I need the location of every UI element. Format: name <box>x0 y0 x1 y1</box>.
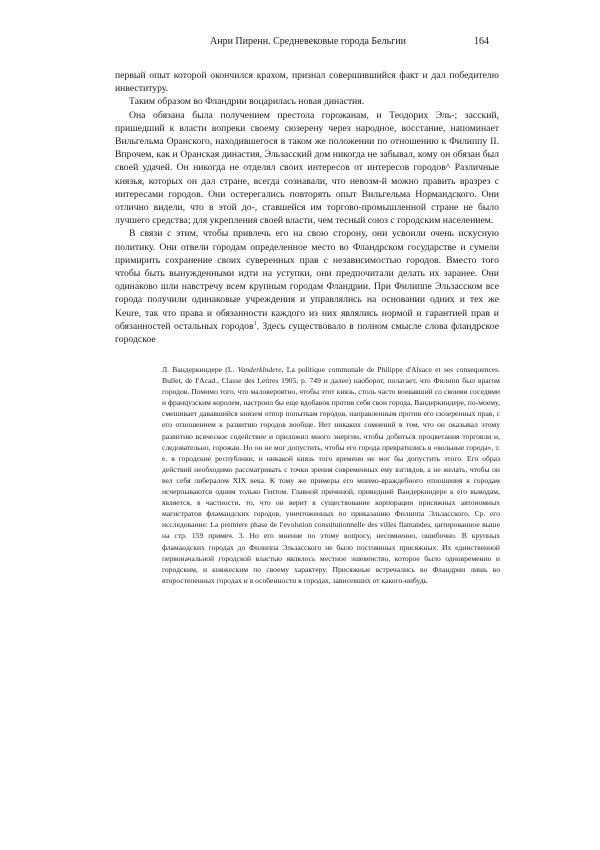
header-title: Анри Пиренн. Средневековые города Бельгии <box>210 36 406 47</box>
paragraph-2: Таким образом во Фландрии воцарилась новая династия. <box>129 96 365 108</box>
paragraph-1: первый опыт которой окончился крахом, признал совершившийся факт и дал победителю инвеституру. <box>115 70 499 95</box>
paragraph-4-tail: . Здесь существовало в полном смысле слова фландрское городское <box>115 320 500 346</box>
paragraph-4-text: В связи с этим, чтобы привлечь его на свою сторону, они усвоили очень искусную политику. Они отвели городам определенное место во Фландрском государстве и сумели примирить сохранение своих суверенных прав с независимостью городов. Вместо того чтобы быть вынужденными идти на уступки, они предпочитали делать их заранее. Они одинаково шли навстречу всем крупным городам Фландрии. При Филиппе Эльзасском все города получили одинаковые учреждения и управлялись на основании одних и тех же Keure, так что права и обязанности каждого из них являлись нормой и гарантией прав и обязанностей остальных городов <box>115 228 499 332</box>
main-text <box>115 69 499 346</box>
footnote-prefix: Л. Вандеркиндере (L. <box>162 365 238 374</box>
paragraph-3: Она обязана была получением престола горожанам, и Теодорих Эль-; засский, пришедший к власти вопреки своему сюзерену через народное, восстание, напоминает Вильгельма Оранского, находившегося в таком же положении по отношению к Филиппу II. Впрочем, как и Оранская династия, Эльзасский дом никогда не забывал, кому он обязан был своей удачей. Он никогда не отделял своих интересов от интересов городов^ Различные князья, которых он дал стране, всегда сознавали, что невозм-й можно править вразрез с интересами городов. Они остерегались повторять опыт Вильгельма Нормандского. Они отлично видели, что в этой до-, ставшейся им торгово-промышленной стране не было лучшего средства; для укрепления своей власти, чем тесный союз с городским населением. <box>115 109 499 227</box>
running-header <box>115 34 495 50</box>
paragraph-4 <box>115 227 499 346</box>
footnote <box>162 364 500 586</box>
footnote-marker: 1 <box>253 320 257 327</box>
footnote-text: , La politique communale de Philippe d'Alsace et ses consequences. Bullet, de I'Acad., Classe des Lettres 1905, p. 749 и далее) наоборот, полагает, что Филипп был врагом городов. Помимо того, что маловероятно, чтобы этот князь, столь часто воевавший со своими соседями и французским королем, настроил бы еще вдобавок против себя свои города, Вандеркиндере, по-моему, смешивает дававшийся князем отпор попыткам городов, направленным против его сюзеренных прав, с его отношением к развитию городов вообще. Нет никаких сомнений в том, что он оказывал этому развитию всяческое содействие и приложил много энергии, чтобы добиться процветания торговли и, следовательно, горожан. Но он не мог допустить, чтобы его города превратились в «вольные города», т. е. в городские республики, и никакой князь того времени не мог бы допустить этого. Его образ действий необходимо рассматривать с точки зрения современных ему взглядов, а не желать, чтобы он вел себя либералом XIX века. К тому же примеры его мнимо-враждебного отношения к городам исчерпываются одним только Гентом. Главной причиной, приведшей Вандеркиндере к его выводам, является, в частности, то, что он верит в существование корпорации присяжных автономных магистратов фламандских городов, уничтоженных по приказанию Филиппа Эльзасского. Ср. его исследование: La premiere phase de I'evolution constitutionnelle des villes flamandes, цитированное выше на стр. 159 примеч. 3. Но его мнение по этому вопросу, несомненно, ошибочно. В крупных фламандских городах до Филиппа Эльзасского не было постоянных присяжных. Их единственной первоначальной городской властью являлось местное эшевенство, которое было одновременно и городским, и княжеским по своему характеру. Присяжные встречались во Фландрии лишь во второстепенных городах и в особенности в городах, зависевших от какого-нибудь <box>162 365 500 585</box>
footnote-author: Vanderklndere <box>237 365 282 374</box>
footnote-paragraph <box>162 364 500 586</box>
page-number: 164 <box>474 36 489 47</box>
